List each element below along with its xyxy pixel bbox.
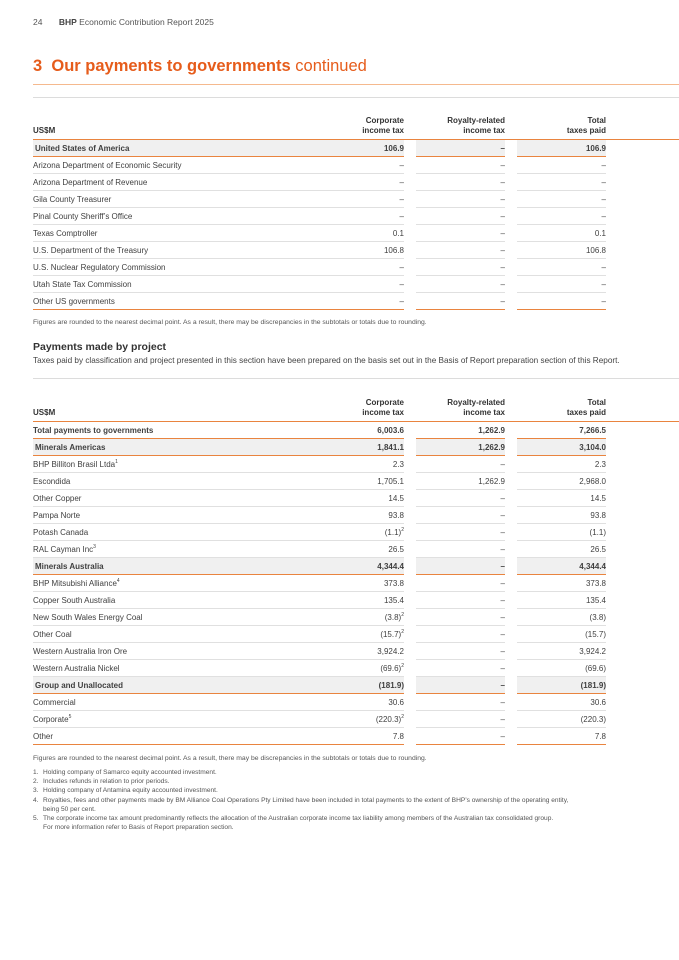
royalty-tax-value: – [416, 276, 505, 293]
royalty-tax-value: – [416, 490, 505, 507]
row-label: Western Australia Nickel [33, 660, 303, 677]
row-label: Other Copper [33, 490, 303, 507]
royalty-tax-value: – [416, 660, 505, 677]
total-taxes-value: (1.1) [517, 524, 606, 541]
corporate-tax-value: – [303, 157, 404, 174]
corporate-tax-value: 2.3 [303, 456, 404, 473]
table-row [33, 660, 679, 677]
total-taxes-value: 3,104.0 [517, 439, 606, 456]
group-row [33, 140, 679, 157]
row-label: Minerals Americas [33, 439, 303, 456]
col-label-header: US$M [33, 116, 303, 140]
corporate-tax-value: 373.8 [303, 575, 404, 592]
row-label: Group and Unallocated [33, 677, 303, 694]
footnote-ref: 4 [116, 577, 120, 584]
total-taxes-value: 135.4 [517, 592, 606, 609]
project-payments-table [33, 398, 679, 745]
table-row [33, 490, 679, 507]
total-taxes-value: – [517, 276, 606, 293]
royalty-tax-value: – [416, 558, 505, 575]
corporate-tax-value: 14.5 [303, 490, 404, 507]
total-taxes-value: – [517, 293, 606, 310]
total-row [33, 422, 679, 439]
royalty-tax-value: – [416, 592, 505, 609]
row-label: U.S. Nuclear Regulatory Commission [33, 259, 303, 276]
total-taxes-value: (220.3) [517, 711, 606, 728]
table-row [33, 524, 679, 541]
footnote: 4. Royalties, fees and other payments made by BM Alliance Coal Operations Pty Limited have been included in total payments to the extent of BHP’s ownership of the operating entity, being 50 per cent. [33, 796, 569, 813]
royalty-tax-value: – [416, 242, 505, 259]
corporate-tax-value: $(69.6)^2$ [303, 660, 404, 677]
footnote-ref: 1 [115, 458, 118, 465]
table-row [33, 456, 679, 473]
total-taxes-value: (15.7) [517, 626, 606, 643]
corporate-tax-value: 0.1 [303, 225, 404, 242]
table-row [33, 473, 679, 490]
royalty-tax-value: – [416, 293, 505, 310]
table-row [33, 711, 679, 728]
royalty-tax-value: – [416, 259, 505, 276]
royalty-tax-value: 1,262.9 [416, 439, 505, 456]
footnote: 5. The corporate income tax amount predominantly reflects the allocation of the Australian corporate income tax liability among members of the Australian tax consolidated group. For more information refer to Basis of Report preparation section. [33, 815, 554, 832]
footnote-ref: 5 [68, 713, 72, 720]
section-number: 3 [33, 57, 43, 75]
row-label: Utah State Tax Commission [33, 276, 303, 293]
row-label: Commercial [33, 694, 303, 711]
project-section-text: Taxes paid by classification and project presented in this section have been prepared on the basis set out in the Basis of Report preparation section of this Report. [33, 356, 620, 365]
row-label: Total payments to governments [33, 422, 303, 439]
col-royalty-header: Royalty-related income tax [416, 116, 505, 140]
total-taxes-value: 3,924.2 [517, 643, 606, 660]
royalty-tax-value: – [416, 524, 505, 541]
table-row [33, 276, 679, 293]
footnote: 2. Includes refunds in relation to prior periods. [33, 778, 170, 786]
footnote: 1. Holding company of Samarco equity accounted investment. [33, 769, 217, 776]
table-row [33, 609, 679, 626]
row-label: Arizona Department of Economic Security [33, 157, 303, 174]
table-row [33, 507, 679, 524]
total-taxes-value: 7.8 [517, 728, 606, 745]
total-taxes-value: 106.9 [517, 140, 606, 157]
royalty-tax-value: – [416, 694, 505, 711]
total-taxes-value: – [517, 208, 606, 225]
title-rule [33, 84, 679, 85]
col-corporate-header: Corporate income tax [303, 398, 404, 422]
corporate-tax-value: 1,705.1 [303, 473, 404, 490]
row-label: Copper South Australia [33, 592, 303, 609]
table-row [33, 592, 679, 609]
group-row [33, 677, 679, 694]
row-label: Other US governments [33, 293, 303, 310]
table-row [33, 626, 679, 643]
corporate-tax-value: 135.4 [303, 592, 404, 609]
footnote-ref: 2 [401, 662, 404, 669]
footnote-ref: 2 [401, 611, 404, 618]
royalty-tax-value: – [416, 140, 505, 157]
row-label: New South Wales Energy Coal [33, 609, 303, 626]
royalty-tax-value: – [416, 191, 505, 208]
total-taxes-value: – [517, 259, 606, 276]
total-taxes-value: (3.8) [517, 609, 606, 626]
table-row [33, 643, 679, 660]
total-taxes-value: 93.8 [517, 507, 606, 524]
corporate-tax-value: – [303, 174, 404, 191]
royalty-tax-value: – [416, 208, 505, 225]
row-label: Minerals Australia [33, 558, 303, 575]
total-taxes-value: 106.8 [517, 242, 606, 259]
royalty-tax-value: – [416, 157, 505, 174]
table-row [33, 575, 679, 592]
table-row [33, 242, 679, 259]
footnote-ref: 2 [401, 526, 404, 533]
total-taxes-value: 2.3 [517, 456, 606, 473]
report-title: Economic Contribution Report 2025 [79, 17, 214, 27]
corporate-tax-value: $(220.3)^2$ [303, 711, 404, 728]
table-row [33, 541, 679, 558]
corporate-tax-value: 1,841.1 [303, 439, 404, 456]
col-label-header: US$M [33, 398, 303, 422]
royalty-tax-value: 1,262.9 [416, 473, 505, 490]
corporate-tax-value: – [303, 276, 404, 293]
page-number: 24 [33, 17, 43, 27]
corporate-tax-value: 4,344.4 [303, 558, 404, 575]
corporate-tax-value: (181.9) [303, 677, 404, 694]
royalty-tax-value: – [416, 174, 505, 191]
footnote-ref: 3 [93, 543, 96, 550]
corporate-tax-value: 93.8 [303, 507, 404, 524]
row-label: Arizona Department of Revenue [33, 174, 303, 191]
total-taxes-value: 373.8 [517, 575, 606, 592]
table-row [33, 694, 679, 711]
corporate-tax-value: 6,003.6 [303, 422, 404, 439]
corporate-tax-value: – [303, 293, 404, 310]
total-taxes-value: (69.6) [517, 660, 606, 677]
row-label: Gila County Treasurer [33, 191, 303, 208]
col-total-header: Total taxes paid [517, 116, 606, 140]
corporate-tax-value: 106.9 [303, 140, 404, 157]
footnote-ref: 2 [401, 713, 404, 720]
row-label: Escondida [33, 473, 303, 490]
table-row [33, 225, 679, 242]
section-name: Our payments to governments [51, 57, 291, 75]
divider [33, 97, 679, 98]
section-title [33, 57, 367, 76]
brand-name: BHP [58, 17, 77, 27]
total-taxes-value: 26.5 [517, 541, 606, 558]
rounding-note: Figures are rounded to the nearest decimal point. As a result, there may be discrepancies in the subtotals or totals due to rounding. [33, 319, 427, 326]
total-taxes-value: 7,266.5 [517, 422, 606, 439]
divider [33, 378, 679, 379]
corporate-tax-value: – [303, 208, 404, 225]
corporate-tax-value: $(15.7)^2$ [303, 626, 404, 643]
total-taxes-value: 2,968.0 [517, 473, 606, 490]
corporate-tax-value: – [303, 191, 404, 208]
royalty-tax-value: – [416, 456, 505, 473]
us-payments-table [33, 116, 679, 310]
total-taxes-value: 4,344.4 [517, 558, 606, 575]
table-row [33, 259, 679, 276]
group-row [33, 558, 679, 575]
total-taxes-value: 0.1 [517, 225, 606, 242]
corporate-tax-value: $(3.8)^2$ [303, 609, 404, 626]
corporate-tax-value: $(1.1)^2$ [303, 524, 404, 541]
table-row [33, 157, 679, 174]
row-label: Pinal County Sheriff’s Office [33, 208, 303, 225]
footnote-ref: 2 [401, 628, 404, 635]
corporate-tax-value: 7.8 [303, 728, 404, 745]
royalty-tax-value: – [416, 711, 505, 728]
royalty-tax-value: – [416, 643, 505, 660]
page-header [33, 17, 214, 27]
project-section-title: Payments made by project [33, 341, 167, 353]
corporate-tax-value: 3,924.2 [303, 643, 404, 660]
row-label: Pampa Norte [33, 507, 303, 524]
rounding-note: Figures are rounded to the nearest decimal point. As a result, there may be discrepancies in the subtotals or totals due to rounding. [33, 755, 427, 762]
royalty-tax-value: – [416, 728, 505, 745]
table-row [33, 728, 679, 745]
royalty-tax-value: – [416, 541, 505, 558]
royalty-tax-value: – [416, 225, 505, 242]
royalty-tax-value: – [416, 626, 505, 643]
row-label: Other Coal [33, 626, 303, 643]
row-label: Corporate$^5$ [33, 711, 303, 728]
row-label: Other [33, 728, 303, 745]
royalty-tax-value: – [416, 609, 505, 626]
section-continued: continued [295, 57, 367, 75]
table-row [33, 174, 679, 191]
footnotes [33, 768, 568, 832]
row-label: Western Australia Iron Ore [33, 643, 303, 660]
total-taxes-value: 30.6 [517, 694, 606, 711]
footnote: 3. Holding company of Antamina equity accounted investment. [33, 787, 218, 795]
total-taxes-value: – [517, 191, 606, 208]
col-total-header: Total taxes paid [517, 398, 606, 422]
row-label: BHP Billiton Brasil Ltda$^1$ [33, 456, 303, 473]
col-corporate-header: Corporate income tax [303, 116, 404, 140]
corporate-tax-value: 106.8 [303, 242, 404, 259]
royalty-tax-value: – [416, 507, 505, 524]
corporate-tax-value: 26.5 [303, 541, 404, 558]
table-row [33, 191, 679, 208]
royalty-tax-value: 1,262.9 [416, 422, 505, 439]
corporate-tax-value: 30.6 [303, 694, 404, 711]
col-royalty-header: Royalty-related income tax [416, 398, 505, 422]
total-taxes-value: (181.9) [517, 677, 606, 694]
row-label: BHP Mitsubishi Alliance$^4$ [33, 575, 303, 592]
row-label: RAL Cayman Inc$^3$ [33, 541, 303, 558]
table-row [33, 293, 679, 310]
row-label: U.S. Department of the Treasury [33, 242, 303, 259]
table-row [33, 208, 679, 225]
total-taxes-value: – [517, 157, 606, 174]
corporate-tax-value: – [303, 259, 404, 276]
royalty-tax-value: – [416, 677, 505, 694]
total-taxes-value: – [517, 174, 606, 191]
royalty-tax-value: – [416, 575, 505, 592]
row-label: Texas Comptroller [33, 225, 303, 242]
total-taxes-value: 14.5 [517, 490, 606, 507]
row-label: United States of America [33, 140, 303, 157]
row-label: Potash Canada [33, 524, 303, 541]
group-row [33, 439, 679, 456]
